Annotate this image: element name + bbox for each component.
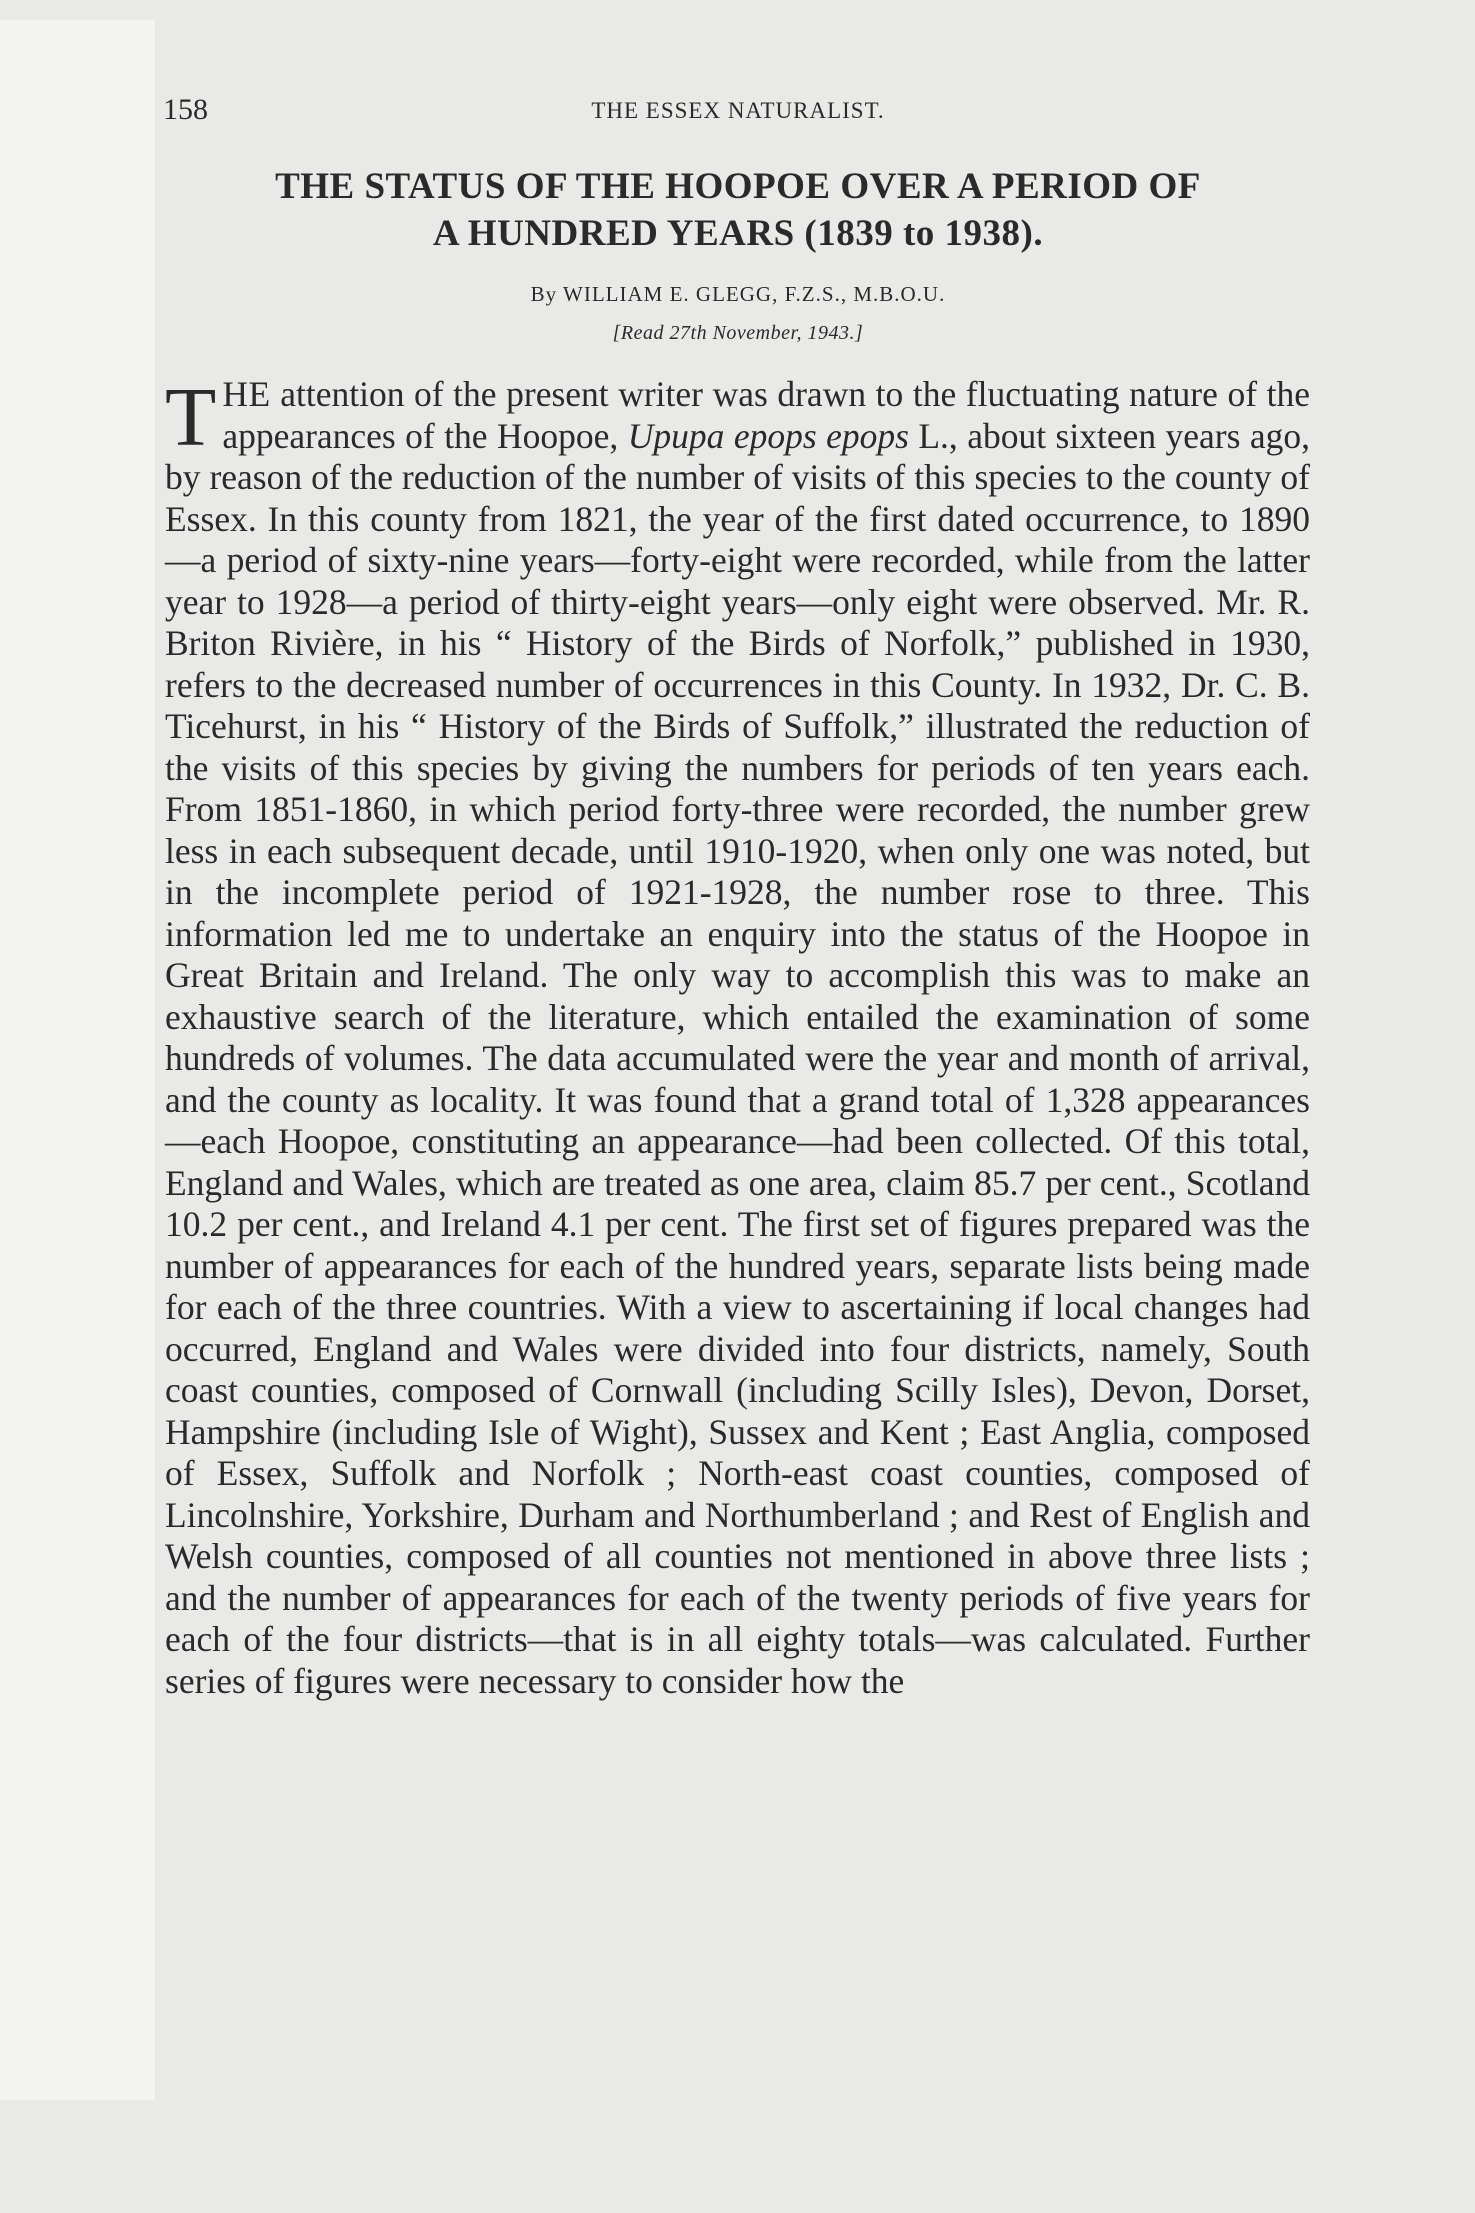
byline: By WILLIAM E. GLEGG, F.Z.S., M.B.O.U. — [530, 282, 946, 306]
drop-cap: T — [165, 371, 217, 464]
first-word-rest: HE — [222, 374, 271, 414]
species-name: Upupa epops epops — [627, 415, 909, 456]
body-text-part-1: attention of the present writer was drawn to the fluctuating nature of the appearances of the Hoopoe, — [222, 374, 1310, 456]
page-header — [163, 90, 1313, 130]
article-title-line-2: A HUNDRED YEARS (1839 to 1938). — [432, 213, 1044, 254]
body-text-part-2: L., about sixteen years ago, by reason of the reduction of the number of visits of this species to the county of Essex. In this county from 1821, the year of the first dated occurrence, to 1890—a period of sixty-nine years—forty-eight were recorded, while from the latter year to 1928—a period of thirty-eight years—only eight were observed. Mr. R. Briton Rivière, in his “ History of the Birds of Norfolk,” published in 1930, refers to the decreased number of occurrences in this County. In 1932, Dr. C. B. Ticehurst, in his “ History of the Birds of Suffolk,” illustrated the reduction of the visits of this species by giving the numbers for periods of ten years each. From 1851-1860, in which period forty-three were recorded, the number grew less in each subsequent decade, until 1910-1920, when only one was noted, but in the incomplete period of 1921-1928, the number rose to three. This information led me to undertake an enquiry into the status of the Hoopoe in Great Britain and Ireland. The only way to accomplish this was to make an exhaustive search of the literature, which entailed the examination of some hundreds of volumes. The data accumulated were the year and month of arrival, and the county as locality. It was found that a grand total of 1,328 appearances—each Hoopoe, constituting an appearance—had been collected. Of this total, England and Wales, which are treated as one area, claim 85.7 per cent., Scotland 10.2 per cent., and Ireland 4.1 per cent. The first set of figures prepared was the number of appearances for each of the hundred years, separate lists being made for each of the three countries. With a view to ascertaining if local changes had occurred, England and Wales were divided into four districts, namely, South coast counties, composed of Cornwall (including Scilly Isles), Devon, Dorset, Hampshire (including Isle of Wight), Sussex and Kent ; East Anglia, composed of Essex, Suffolk and Norfolk ; North-east coast counties, composed of Lincolnshire, Yorkshire, Durham and Northumberland ; and Rest of English and Welsh counties, composed of all counties not mentioned in above three lists ; and the number of appearances for each of the twenty periods of five years for each of the four districts—that is in all eighty totals—was calculated. Further series of figures were necessary to consider how the — [165, 415, 1311, 1701]
body-paragraph — [165, 371, 1311, 1702]
scan-margin-strip — [0, 20, 155, 2100]
article-title — [163, 163, 1313, 257]
article-title-line-1: THE STATUS OF THE HOOPOE OVER A PERIOD OF — [275, 166, 1201, 207]
running-head: THE ESSEX NATURALIST. — [591, 98, 885, 123]
read-date: [Read 27th November, 1943.] — [612, 322, 864, 344]
page-number: 158 — [163, 93, 208, 126]
